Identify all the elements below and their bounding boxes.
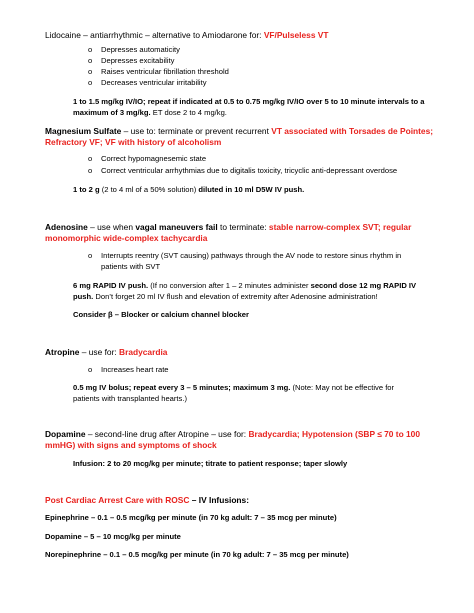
- atropine-heading: [45, 347, 167, 357]
- indication: Bradycardia; Hypotension: [248, 429, 353, 439]
- bullet-icon: o: [88, 56, 93, 65]
- indication: Bradycardia: [119, 347, 168, 357]
- dose-solution: (2 to 4 ml of a 50% solution): [99, 185, 199, 194]
- dose-et: ET dose 2 to 4 mg/kg.: [150, 108, 227, 117]
- dose-line: [73, 292, 378, 301]
- indication-cont: mmHG) with signs and symptoms of shock: [45, 440, 217, 450]
- dose-line: [73, 281, 416, 290]
- infusion-item: Dopamine – 5 – 10 mcg/kg per minute: [45, 532, 181, 541]
- magnesium-heading: [45, 126, 433, 136]
- bullet-icon: o: [88, 78, 93, 87]
- dose-line: 1 to 1.5 mg/kg IV/IO; repeat if indicated at 0.5 to 0.75 mg/kg IV/IO over 5 to 10 minute intervals to a: [73, 97, 425, 106]
- section-title-suffix: – IV Infusions:: [189, 495, 249, 505]
- drug-desc: to terminate:: [217, 222, 269, 232]
- dose-note: (Note: May not be effective for: [290, 383, 395, 392]
- dose-flush-note: Don’t forget 20 ml IV flush and elevation of extremity after Adenosine administration!: [93, 292, 378, 301]
- drug-desc-bold: vagal maneuvers fail: [135, 222, 218, 232]
- dose-amount: 1 to 2 g: [73, 185, 100, 194]
- dose-line: [73, 383, 394, 392]
- effect-item: Interrupts reentry (SVT causing) pathways through the AV node to restore sinus rhythm in: [101, 251, 402, 260]
- lidocaine-heading: [45, 30, 329, 40]
- effect-item: Decreases ventricular irritability: [101, 78, 207, 87]
- adenosine-heading: [45, 222, 411, 232]
- section-title: Post Cardiac Arrest Care with ROSC: [45, 495, 190, 505]
- drug-desc: – use when: [87, 222, 136, 232]
- dose-second: second dose 12 mg RAPID IV: [310, 281, 417, 290]
- post-arrest-heading: [45, 495, 249, 505]
- effect-item: Correct ventricular arrhythmias due to digitalis toxicity, tricyclic anti-depressant overdose: [101, 166, 398, 175]
- dose-amount: 0.5 mg IV bolus; repeat every 3 – 5 minutes; maximum 3 mg.: [73, 383, 291, 392]
- dose-line: [73, 185, 304, 194]
- dose-note: (If no conversion after 1 – 2 minutes administer: [148, 281, 311, 290]
- dose-max: maximum of 3 mg/kg.: [73, 108, 151, 117]
- bullet-icon: o: [88, 67, 93, 76]
- indication: VT associated with Torsades de Pointes;: [271, 126, 434, 136]
- effect-item-cont: patients with SVT: [101, 262, 161, 271]
- effect-item: Depresses automaticity: [101, 45, 180, 54]
- effect-item: Depresses excitability: [101, 56, 175, 65]
- drug-desc: – antiarrhythmic – alternative to Amiodarone for:: [80, 30, 264, 40]
- effect-item: Increases heart rate: [101, 365, 169, 374]
- drug-desc: – second-line drug after Atropine – use for:: [85, 429, 249, 439]
- effect-item: Raises ventricular fibrillation threshold: [101, 67, 229, 76]
- infusion-item: Norepinephrine – 0.1 – 0.5 mcg/kg per minute (in 70 kg adult: 7 – 35 mcg per minute): [45, 550, 349, 559]
- drug-name: Adenosine: [45, 222, 88, 232]
- indication: stable narrow-complex SVT; regular: [268, 222, 412, 232]
- bullet-icon: o: [88, 365, 93, 374]
- drug-desc: – use for:: [79, 347, 120, 357]
- drug-desc: – use to: terminate or prevent recurrent: [121, 126, 272, 136]
- indication-range: (SBP ≤ 70 to 100: [352, 429, 420, 439]
- dose-note-cont: patients with transplanted hearts.): [73, 394, 187, 403]
- drug-name: Dopamine: [45, 429, 86, 439]
- bullet-icon: o: [88, 166, 93, 175]
- drug-name: Atropine: [45, 347, 80, 357]
- dopamine-heading: [45, 429, 420, 439]
- bullet-icon: o: [88, 251, 93, 260]
- infusion-line: Infusion: 2 to 20 mcg/kg per minute; titrate to patient response; taper slowly: [73, 459, 348, 468]
- bullet-icon: o: [88, 154, 93, 163]
- effect-item: Correct hypomagnesemic state: [101, 154, 207, 163]
- dose-line: [73, 108, 227, 117]
- infusion-item: Epinephrine – 0.1 – 0.5 mcg/kg per minute (in 70 kg adult: 7 – 35 mcg per minute): [45, 513, 337, 522]
- drug-name: Lidocaine: [45, 30, 81, 40]
- drug-name: Magnesium Sulfate: [45, 126, 122, 136]
- indication-cont: monomorphic wide-complex tachycardia: [45, 233, 208, 243]
- indication-cont: Refractory VF; VF with history of alcoholism: [45, 137, 222, 147]
- consider-line: Consider β – Blocker or calcium channel blocker: [73, 310, 249, 319]
- dose-first: 6 mg RAPID IV push.: [73, 281, 149, 290]
- dose-dilution: diluted in 10 ml D5W IV push.: [198, 185, 305, 194]
- indication: VF/Pulseless VT: [263, 30, 329, 40]
- bullet-icon: o: [88, 45, 93, 54]
- dose-second-cont: push.: [73, 292, 94, 301]
